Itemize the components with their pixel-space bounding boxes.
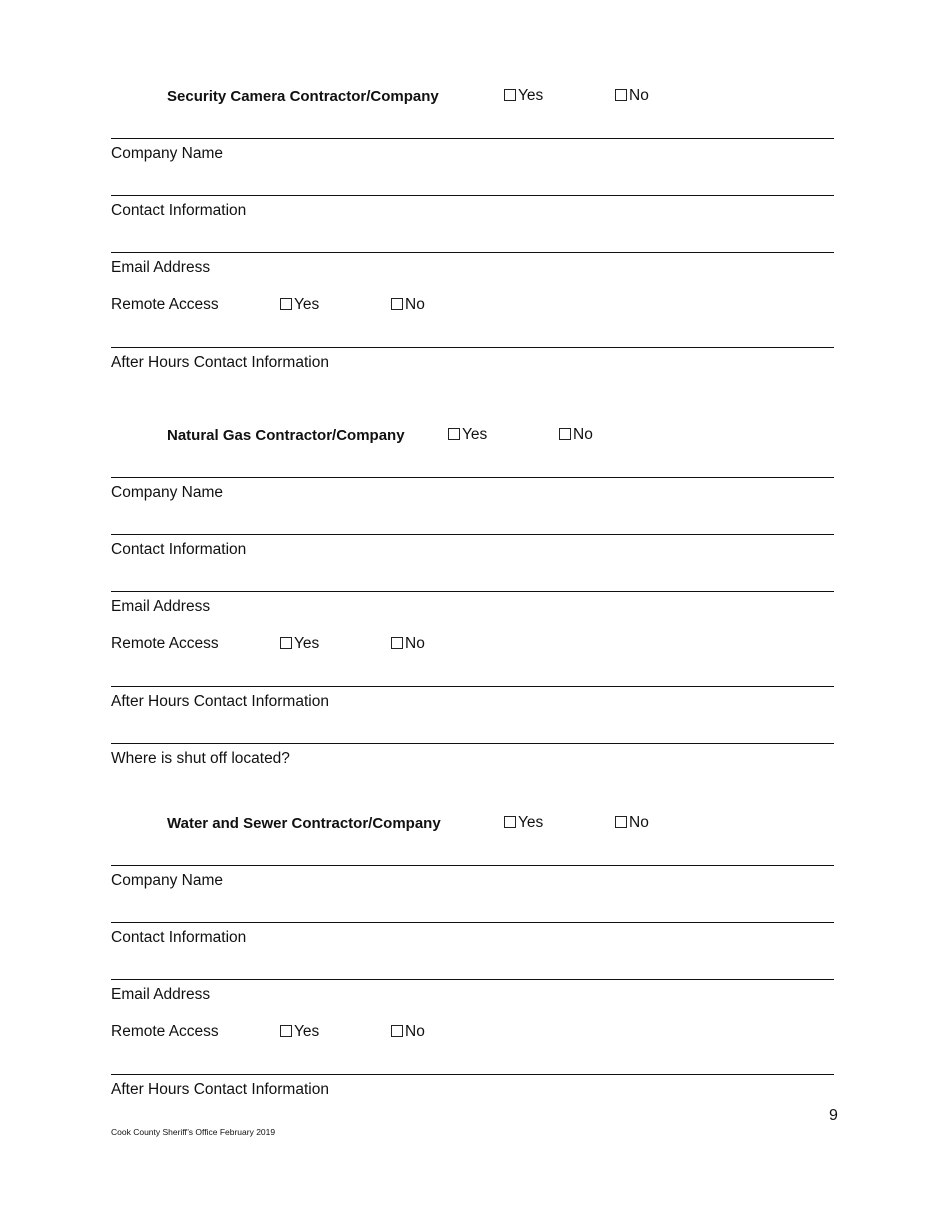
remote-access-label: Remote Access	[111, 1023, 219, 1040]
email-address-line[interactable]	[111, 979, 834, 980]
checkbox-box[interactable]	[280, 1025, 292, 1037]
checkbox-box[interactable]	[615, 816, 627, 828]
natural-gas-no-checkbox[interactable]: No	[559, 426, 593, 444]
after-hours-label: After Hours Contact Information	[111, 354, 329, 371]
checkbox-box[interactable]	[391, 637, 403, 649]
shut-off-line[interactable]	[111, 743, 834, 744]
security-camera-no-checkbox[interactable]: No	[615, 87, 649, 105]
checkbox-box[interactable]	[504, 89, 516, 101]
company-name-line[interactable]	[111, 477, 834, 478]
remote-access-no-checkbox[interactable]: No	[391, 296, 425, 314]
email-address-label: Email Address	[111, 598, 211, 615]
email-address-line[interactable]	[111, 252, 834, 253]
checkbox-box[interactable]	[559, 428, 571, 440]
footer-text: Cook County Sheriff’s Office February 2019	[111, 1127, 276, 1137]
security-camera-yes-checkbox[interactable]: Yes	[504, 87, 543, 105]
remote-access-label: Remote Access	[111, 296, 219, 313]
checkbox-box[interactable]	[391, 298, 403, 310]
email-address-label: Email Address	[111, 259, 211, 276]
section-heading-security-camera: Security Camera Contractor/Company	[167, 88, 439, 105]
contact-information-line[interactable]	[111, 922, 834, 923]
checkbox-box[interactable]	[448, 428, 460, 440]
email-address-label: Email Address	[111, 986, 211, 1003]
section-heading-natural-gas: Natural Gas Contractor/Company	[167, 427, 405, 444]
company-name-label: Company Name	[111, 872, 223, 889]
checkbox-box[interactable]	[280, 298, 292, 310]
section-heading-water-sewer: Water and Sewer Contractor/Company	[167, 815, 441, 832]
checkbox-box[interactable]	[280, 637, 292, 649]
after-hours-line[interactable]	[111, 347, 834, 348]
remote-access-yes-checkbox[interactable]: Yes	[280, 296, 319, 314]
contact-information-label: Contact Information	[111, 202, 247, 219]
after-hours-label: After Hours Contact Information	[111, 693, 329, 710]
after-hours-line[interactable]	[111, 686, 834, 687]
shut-off-label: Where is shut off located?	[111, 750, 290, 767]
email-address-line[interactable]	[111, 591, 834, 592]
remote-access-no-checkbox[interactable]: No	[391, 635, 425, 653]
checkbox-box[interactable]	[504, 816, 516, 828]
water-sewer-no-checkbox[interactable]: No	[615, 814, 649, 832]
company-name-label: Company Name	[111, 484, 223, 501]
contact-information-line[interactable]	[111, 534, 834, 535]
remote-access-label: Remote Access	[111, 635, 219, 652]
remote-access-no-checkbox[interactable]: No	[391, 1023, 425, 1041]
company-name-line[interactable]	[111, 138, 834, 139]
remote-access-yes-checkbox[interactable]: Yes	[280, 1023, 319, 1041]
contact-information-line[interactable]	[111, 195, 834, 196]
natural-gas-yes-checkbox[interactable]: Yes	[448, 426, 487, 444]
page-number: 9	[829, 1107, 838, 1124]
water-sewer-yes-checkbox[interactable]: Yes	[504, 814, 543, 832]
after-hours-label: After Hours Contact Information	[111, 1081, 329, 1098]
after-hours-line[interactable]	[111, 1074, 834, 1075]
checkbox-box[interactable]	[391, 1025, 403, 1037]
contact-information-label: Contact Information	[111, 541, 247, 558]
company-name-line[interactable]	[111, 865, 834, 866]
contact-information-label: Contact Information	[111, 929, 247, 946]
company-name-label: Company Name	[111, 145, 223, 162]
checkbox-box[interactable]	[615, 89, 627, 101]
remote-access-yes-checkbox[interactable]: Yes	[280, 635, 319, 653]
